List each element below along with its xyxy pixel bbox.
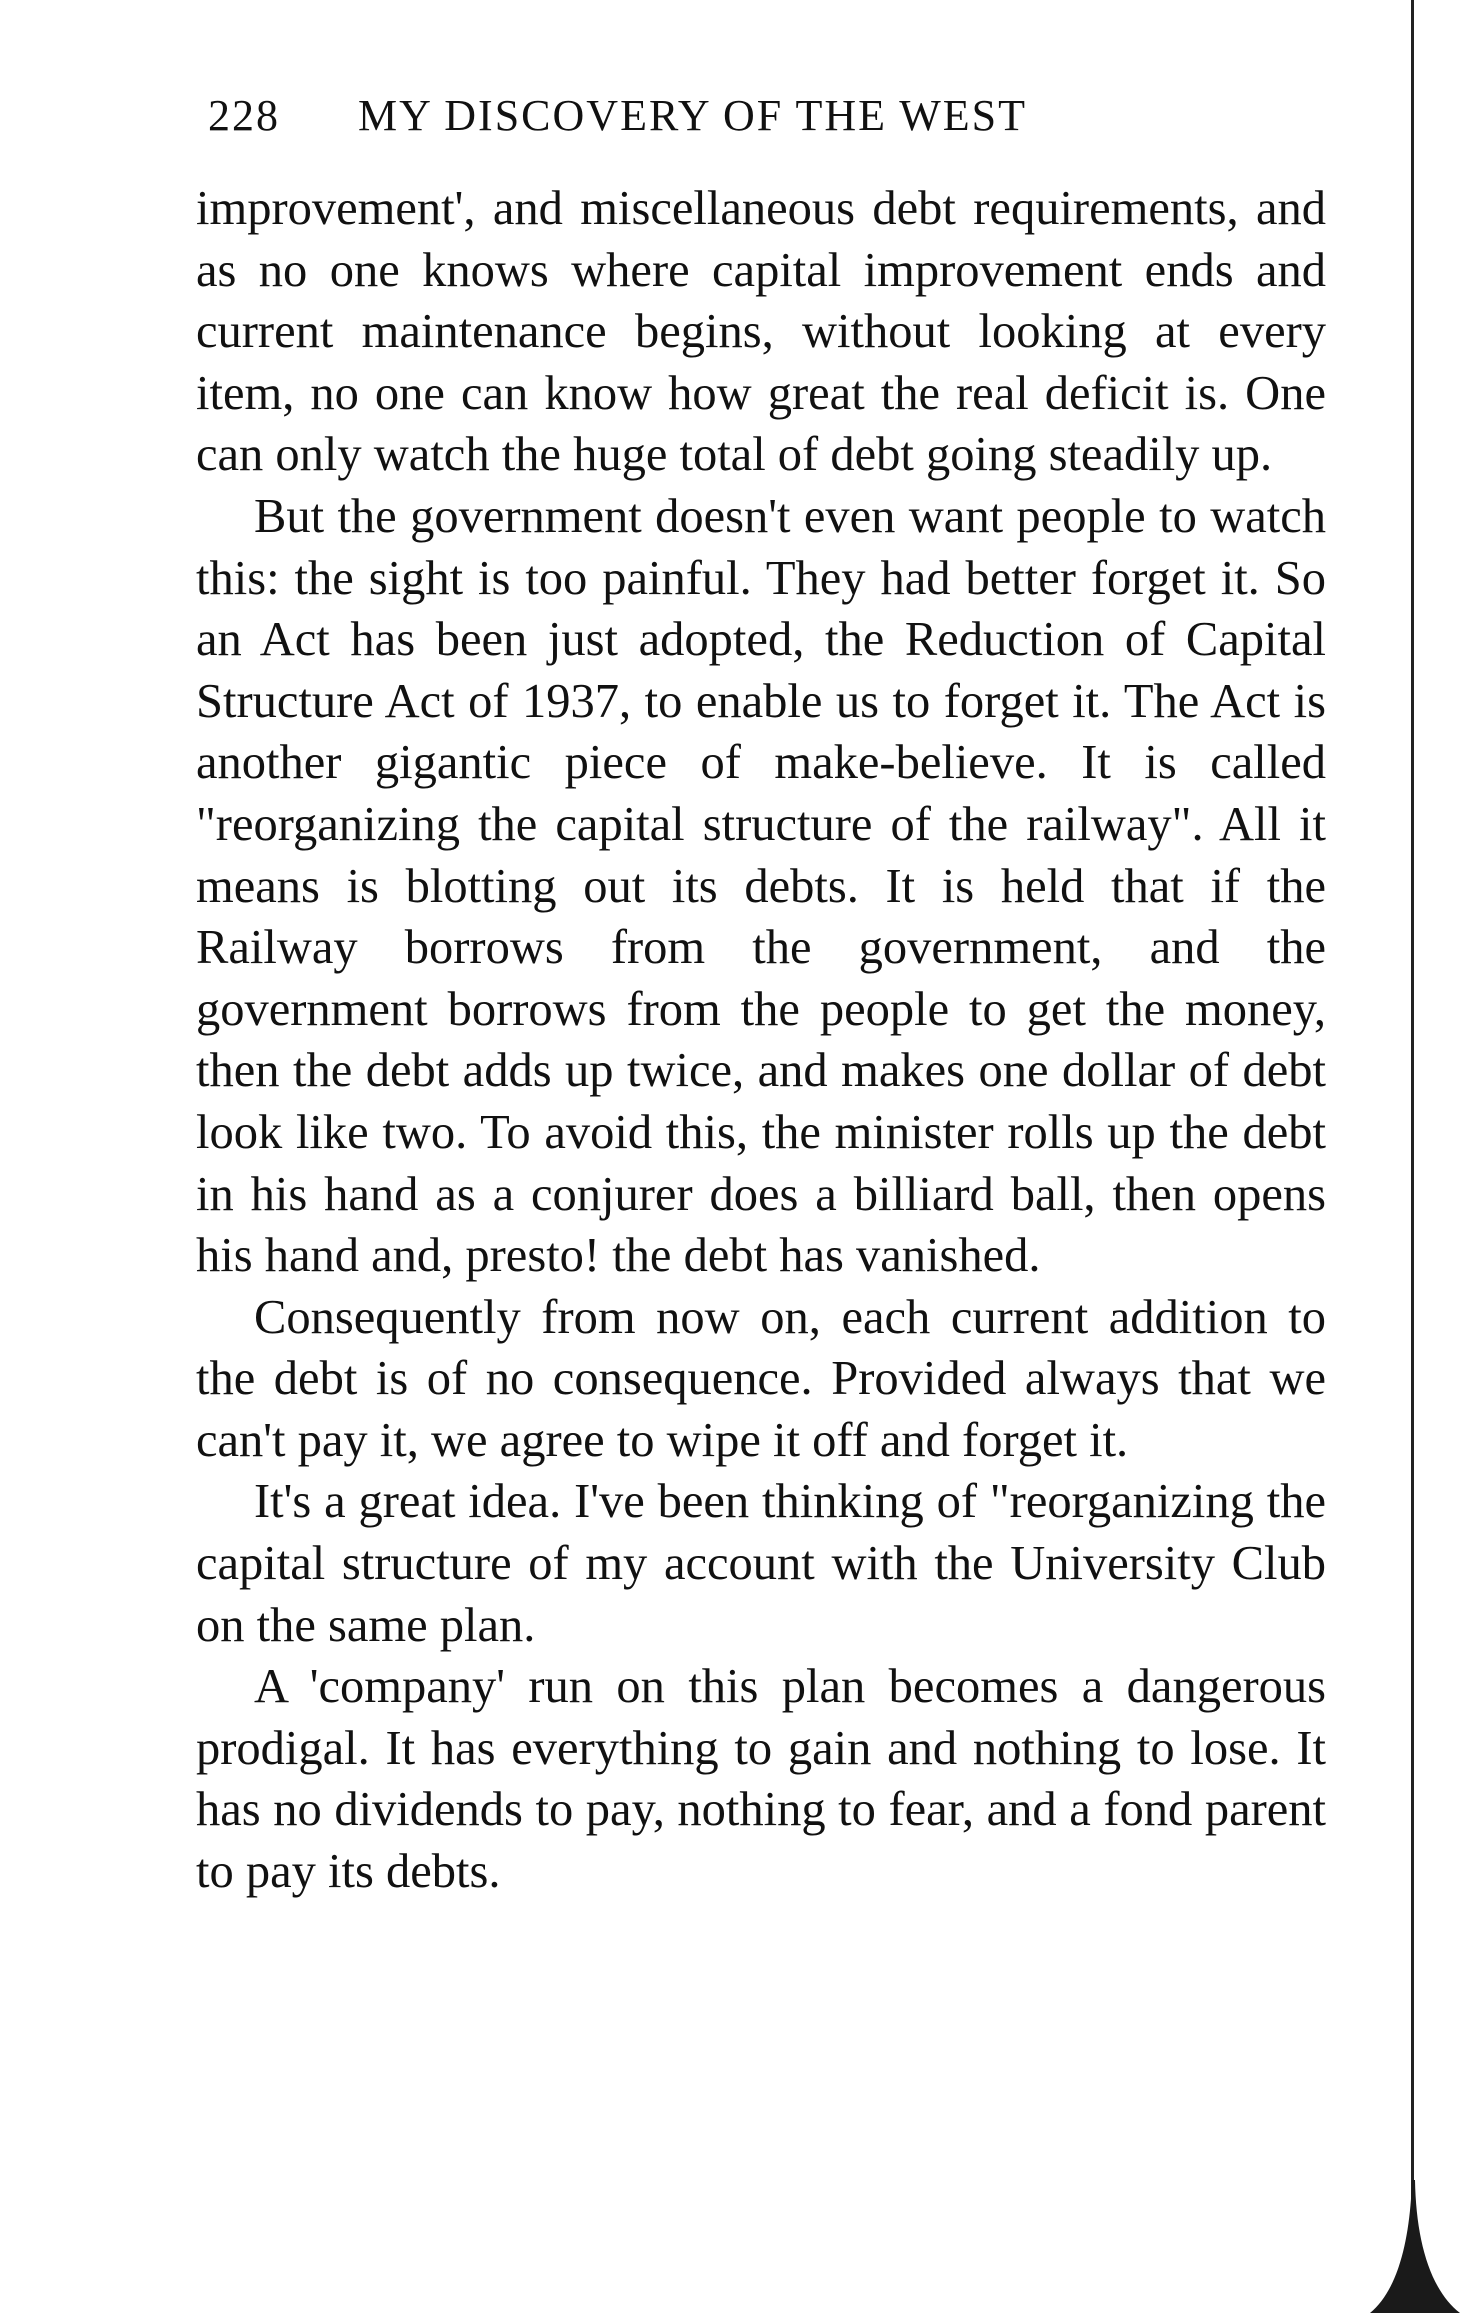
running-head	[208, 86, 1208, 146]
binding-gutter-shadow	[1370, 2180, 1460, 2313]
body-text	[196, 178, 1326, 1903]
binding-gutter-line	[1411, 0, 1414, 2313]
book-title: MY DISCOVERY OF THE WEST	[358, 91, 1027, 140]
paragraph: A 'company' run on this plan becomes a dangerous prodigal. It has everything to gain and nothing to lose. It has no dividends to pay, nothing to fear, and a fond parent to pay its debts.	[196, 1660, 1326, 1899]
paragraph: Consequently from now on, each current addition to the debt is of no consequence. Provided always that we can't pay it, we agree to wipe it off and forget it.	[196, 1290, 1326, 1467]
page-number: 228	[208, 91, 280, 140]
paragraph-continued: improvement', and miscellaneous debt requirements, and as no one knows where capital improvement ends and current maintenance begins, without looking at every item, no one can know how great the real deficit is. One can only watch the huge total of debt going steadily up.	[196, 182, 1326, 482]
paragraph: But the government doesn't even want people to watch this: the sight is too painful. They had better forget it. So an Act has been just adopted, the Reduction of Capital Structure Act of 1937, to enable us to forget it. The Act is another gigantic piece of make-believe. It is called "reorganizing the capital structure of the railway". All it means is blotting out its debts. It is held that if the Railway borrows from the government, and the government borrows from the people to get the money, then the debt adds up twice, and makes one dollar of debt look like two. To avoid this, the minister rolls up the debt in his hand as a conjurer does a billiard ball, then opens his hand and, presto! the debt has vanished.	[196, 489, 1326, 1283]
paragraph: It's a great idea. I've been thinking of "reorganizing the capital structure of my account with the University Club on the same plan.	[196, 1475, 1326, 1652]
